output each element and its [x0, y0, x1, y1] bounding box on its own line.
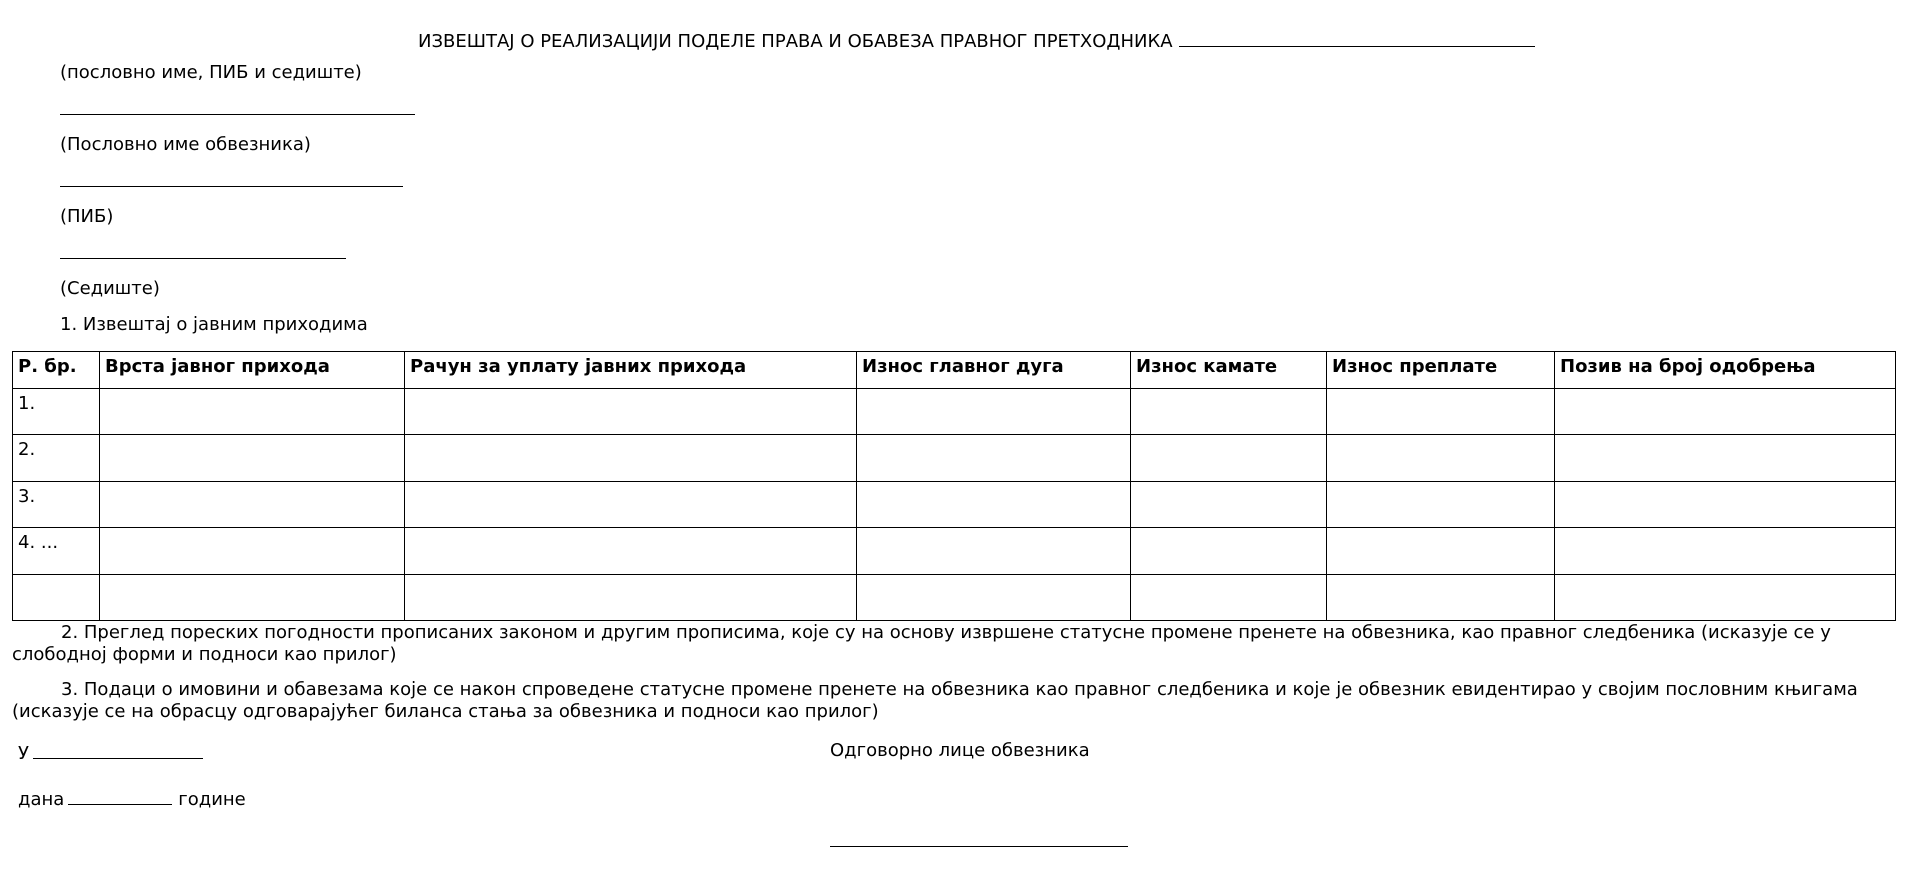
section-2-text: 2. Преглед пореских погодности прописаних законом и другим прописима, које су на основу извршене статусне промене пренете на обвезника, као правног следбеника (исказује се у слободној форми и подноси као прилог): [12, 622, 1831, 665]
section-1-heading: 1. Извештај о јавним приходима: [60, 314, 368, 335]
table-header-row: [13, 352, 1896, 389]
responsible-person-label: Одговорно лице обвезника: [830, 740, 1090, 761]
table-cell[interactable]: [1555, 481, 1896, 527]
header-reference-number: Позив на број одобрења: [1555, 352, 1896, 389]
table-row: [13, 481, 1896, 527]
header-row-number: Р. бр.: [13, 352, 100, 389]
header-interest: Износ камате: [1131, 352, 1327, 389]
seat-blank[interactable]: [60, 240, 346, 259]
table-cell[interactable]: [1327, 481, 1555, 527]
pib-caption: (ПИБ): [60, 206, 114, 227]
table-cell[interactable]: [405, 389, 857, 435]
table-cell[interactable]: [405, 481, 857, 527]
table-cell[interactable]: [1555, 435, 1896, 481]
table-cell[interactable]: [1131, 481, 1327, 527]
place-line: [18, 740, 203, 765]
table-cell[interactable]: [100, 435, 405, 481]
place-label: У: [18, 743, 29, 764]
date-line: [18, 786, 246, 811]
row-number-cell: 1.: [13, 389, 100, 435]
pib-blank[interactable]: [60, 168, 403, 187]
header-payment-account: Рачун за уплату јавних прихода: [405, 352, 857, 389]
table-row: [13, 574, 1896, 620]
table-cell[interactable]: [1327, 574, 1555, 620]
business-name-blank[interactable]: [60, 96, 415, 115]
date-blank[interactable]: [68, 786, 172, 805]
signature-blank[interactable]: [830, 828, 1128, 847]
section-3-paragraph: [12, 679, 1892, 723]
table-cell[interactable]: [100, 389, 405, 435]
row-number-cell: 3.: [13, 481, 100, 527]
predecessor-blank[interactable]: [1179, 28, 1535, 47]
predecessor-caption: (пословно име, ПИБ и седиште): [60, 62, 362, 83]
section-2-paragraph: [12, 622, 1892, 666]
table-cell[interactable]: [100, 574, 405, 620]
document-title: [418, 28, 1535, 53]
table-cell[interactable]: [405, 574, 857, 620]
table-cell[interactable]: [857, 528, 1131, 574]
header-principal-debt: Износ главног дуга: [857, 352, 1131, 389]
public-revenue-table: [12, 351, 1896, 621]
table-cell[interactable]: [405, 435, 857, 481]
date-suffix: године: [178, 789, 246, 810]
table-cell[interactable]: [100, 528, 405, 574]
table-cell[interactable]: [1131, 389, 1327, 435]
table-cell[interactable]: [1555, 574, 1896, 620]
table-cell[interactable]: [100, 481, 405, 527]
table-cell[interactable]: [1131, 435, 1327, 481]
place-blank[interactable]: [33, 740, 203, 759]
table-cell[interactable]: [1555, 389, 1896, 435]
table-cell[interactable]: [857, 574, 1131, 620]
table-cell[interactable]: [405, 528, 857, 574]
table-cell[interactable]: [857, 389, 1131, 435]
table-row: [13, 389, 1896, 435]
table-cell[interactable]: [857, 481, 1131, 527]
business-name-caption: (Пословно име обвезника): [60, 134, 311, 155]
table-cell[interactable]: [1327, 389, 1555, 435]
row-number-cell: [13, 574, 100, 620]
header-overpayment: Износ преплате: [1327, 352, 1555, 389]
table-cell[interactable]: [1131, 574, 1327, 620]
table-cell[interactable]: [1327, 435, 1555, 481]
table-cell[interactable]: [1327, 528, 1555, 574]
table-cell[interactable]: [857, 435, 1131, 481]
row-number-cell: 4. ...: [13, 528, 100, 574]
table-row: [13, 435, 1896, 481]
header-revenue-type: Врста јавног прихода: [100, 352, 405, 389]
section-3-text: 3. Подаци о имовини и обавезама које се након спроведене статусне промене пренете на обвезника као правног следбеника и које је обвезник евидентирао у својим пословним књигама (исказује се на обрасцу одговарајућег биланса стања за обвезника и подноси као прилог): [12, 679, 1858, 722]
table-cell[interactable]: [1555, 528, 1896, 574]
seat-caption: (Седиште): [60, 278, 160, 299]
date-prefix: дана: [18, 789, 65, 810]
table-row: [13, 528, 1896, 574]
table-cell[interactable]: [1131, 528, 1327, 574]
row-number-cell: 2.: [13, 435, 100, 481]
title-text: ИЗВЕШТАЈ О РЕАЛИЗАЦИЈИ ПОДЕЛЕ ПРАВА И ОБАВЕЗА ПРАВНОГ ПРЕТХОДНИКА: [418, 31, 1173, 52]
